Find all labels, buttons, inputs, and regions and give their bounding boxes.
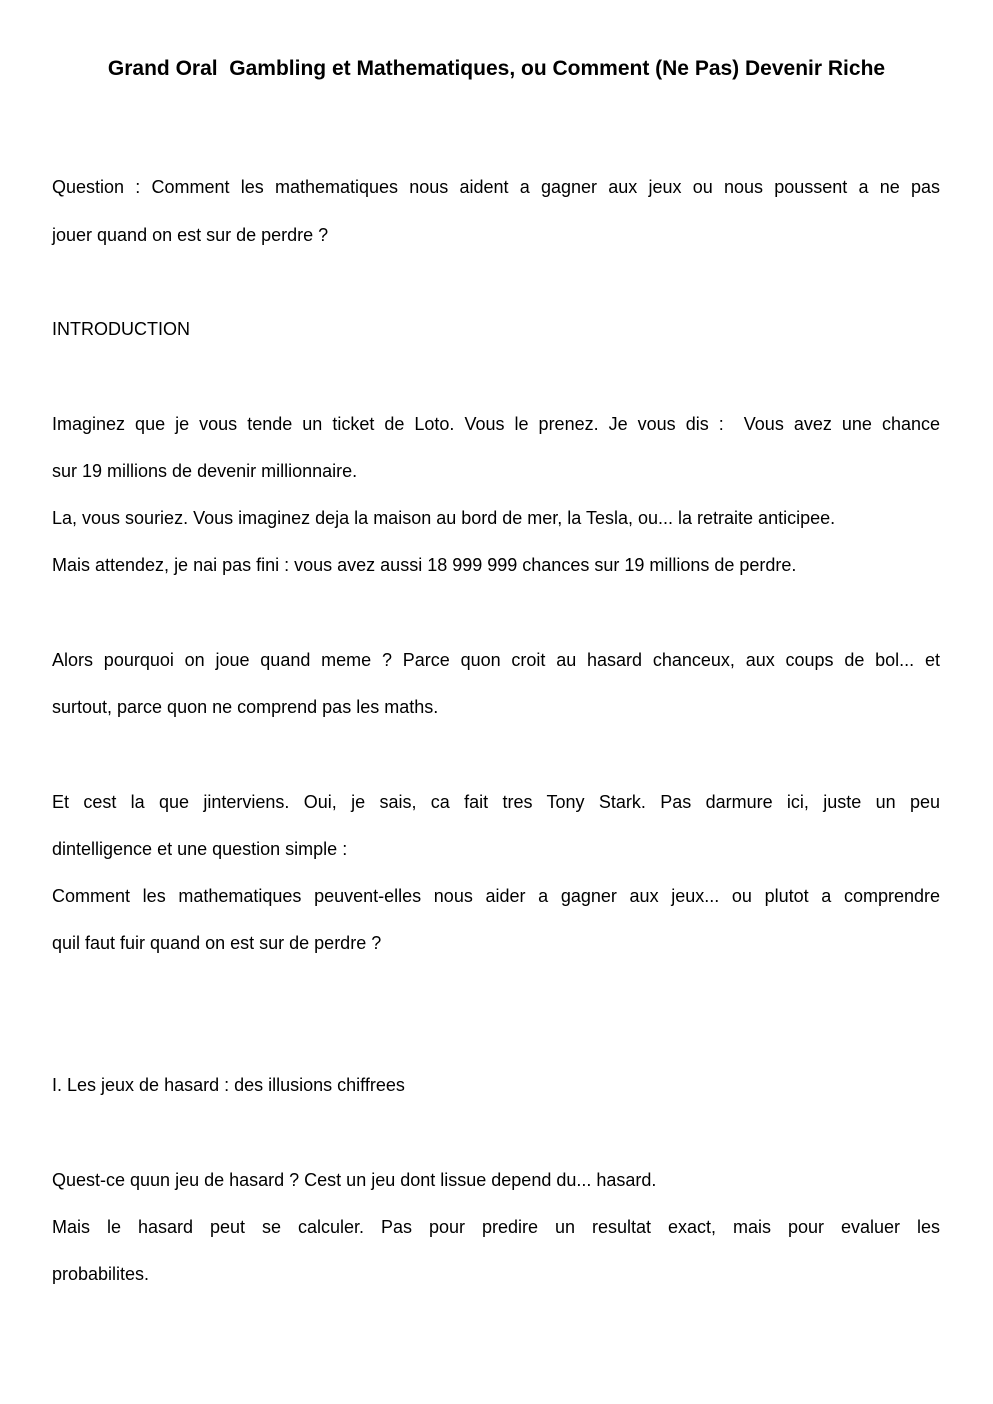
intro-p1-line-3: La, vous souriez. Vous imaginez deja la maison au bord de mer, la Tesla, ou... la retraite anticipee. [52, 508, 836, 528]
section-1-line-1: Quest-ce quun jeu de hasard ? Cest un jeu dont lissue depend du... hasard. [52, 1170, 657, 1190]
intro-p1-line-4: Mais attendez, je nai pas fini : vous avez aussi 18 999 999 chances sur 19 millions de perdre. [52, 555, 797, 575]
intro-p3-line-1: Et cest la que jinterviens. Oui, je sais, ca fait tres Tony Stark. Pas darmure ici, juste un peu [52, 792, 940, 812]
intro-p3-line-4: quil faut fuir quand on est sur de perdre ? [52, 933, 382, 953]
intro-p3-line-2: dintelligence et une question simple : [52, 839, 348, 859]
section-1-heading: I. Les jeux de hasard : des illusions chiffrees [52, 1075, 405, 1095]
document-title: Grand Oral Gambling et Mathematiques, ou Comment (Ne Pas) Devenir Riche [107, 57, 886, 80]
intro-p2-line-1: Alors pourquoi on joue quand meme ? Parce quon croit au hasard chanceux, aux coups de bol... et [52, 650, 940, 670]
introduction-heading: INTRODUCTION [52, 319, 190, 339]
intro-p1-line-2: sur 19 millions de devenir millionnaire. [52, 461, 358, 481]
intro-p2-line-2: surtout, parce quon ne comprend pas les maths. [52, 697, 439, 717]
section-1-line-2: Mais le hasard peut se calculer. Pas pour predire un resultat exact, mais pour evaluer les [52, 1217, 940, 1237]
intro-p3-line-3: Comment les mathematiques peuvent-elles nous aider a gagner aux jeux... ou plutot a comprendre [52, 886, 940, 906]
section-1-line-3: probabilites. [52, 1264, 150, 1284]
intro-p1-line-1: Imaginez que je vous tende un ticket de Loto. Vous le prenez. Je vous dis : Vous avez une chance [52, 414, 940, 434]
question-line-1: Question : Comment les mathematiques nous aident a gagner aux jeux ou nous poussent a ne pas [52, 177, 940, 197]
question-line-2: jouer quand on est sur de perdre ? [52, 225, 329, 245]
